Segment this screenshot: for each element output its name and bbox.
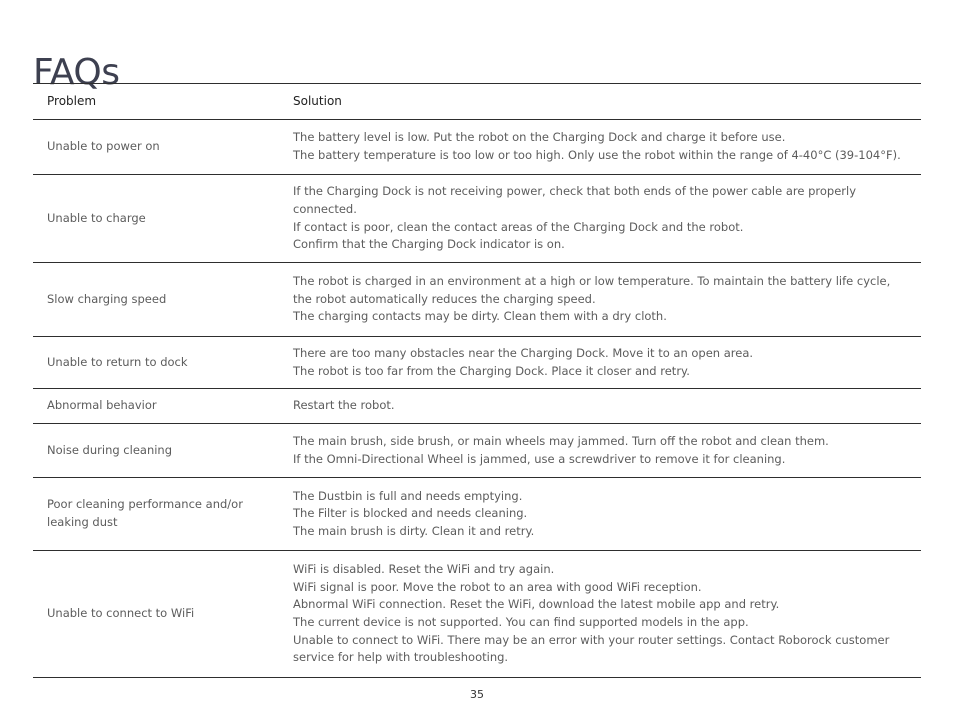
solution-line: If contact is poor, clean the contact areas of the Charging Dock and the robot. <box>293 219 744 234</box>
table-row <box>33 551 921 678</box>
solution-line: The main brush is dirty. Clean it and retry. <box>293 523 535 538</box>
solution-line: Restart the robot. <box>293 398 395 413</box>
solution-cell <box>279 337 921 389</box>
problem-cell: Noise during cleaning <box>33 424 279 478</box>
solution-line: Unable to connect to WiFi. There may be an error with your router settings. Contact Roborock customer service for help with troubleshooting. <box>293 632 890 665</box>
problem-cell: Unable to connect to WiFi <box>33 551 279 678</box>
solution-line: The Filter is blocked and needs cleaning. <box>293 506 528 521</box>
solution-line: The main brush, side brush, or main wheels may jammed. Turn off the robot and clean them. <box>293 433 829 448</box>
solution-cell <box>279 424 921 478</box>
solution-line: If the Omni-Directional Wheel is jammed, use a screwdriver to remove it for cleaning. <box>293 451 786 466</box>
solution-line: The battery temperature is too low or too high. Only use the robot within the range of 4-40°C (39-104°F). <box>293 148 901 162</box>
solution-cell <box>279 120 921 175</box>
solution-line: WiFi is disabled. Reset the WiFi and try again. <box>293 562 555 577</box>
problem-cell: Unable to power on <box>33 120 279 175</box>
table-row <box>33 120 921 175</box>
table-row <box>33 337 921 389</box>
problem-column-header: Problem <box>33 84 279 120</box>
solution-line: The robot is too far from the Charging Dock. Place it closer and retry. <box>293 363 690 378</box>
solution-line: WiFi signal is poor. Move the robot to an area with good WiFi reception. <box>293 579 702 594</box>
table-header-row <box>33 84 921 120</box>
solution-cell <box>279 175 921 263</box>
page-number: 35 <box>470 688 484 701</box>
faq-table <box>33 83 921 678</box>
table-row <box>33 263 921 337</box>
solution-column-header: Solution <box>279 84 921 120</box>
solution-line: Abnormal WiFi connection. Reset the WiFi, download the latest mobile app and retry. <box>293 597 780 612</box>
solution-line: The battery level is low. Put the robot on the Charging Dock and charge it before use. <box>293 130 786 145</box>
solution-line: If the Charging Dock is not receiving power, check that both ends of the power cable are properly connected. <box>293 184 857 216</box>
solution-line: Confirm that the Charging Dock indicator is on. <box>293 237 565 252</box>
table-row <box>33 175 921 263</box>
table-row <box>33 478 921 551</box>
problem-cell: Abnormal behavior <box>33 389 279 424</box>
problem-cell: Poor cleaning performance and/or leaking dust <box>33 478 279 551</box>
page-title: FAQs <box>33 52 120 94</box>
table-row <box>33 389 921 424</box>
solution-cell <box>279 263 921 337</box>
solution-line: The robot is charged in an environment at a high or low temperature. To maintain the battery life cycle, the robot automatically reduces the charging speed. <box>293 274 891 306</box>
solution-cell <box>279 551 921 678</box>
solution-line: There are too many obstacles near the Charging Dock. Move it to an open area. <box>293 345 754 360</box>
problem-cell: Unable to charge <box>33 175 279 263</box>
solution-line: The Dustbin is full and needs emptying. <box>293 488 523 503</box>
solution-line: The charging contacts may be dirty. Clean them with a dry cloth. <box>293 309 667 324</box>
problem-cell: Slow charging speed <box>33 263 279 337</box>
solution-line: The current device is not supported. You can find supported models in the app. <box>293 615 749 629</box>
table-row <box>33 424 921 478</box>
solution-cell <box>279 389 921 424</box>
solution-cell <box>279 478 921 551</box>
problem-cell: Unable to return to dock <box>33 337 279 389</box>
